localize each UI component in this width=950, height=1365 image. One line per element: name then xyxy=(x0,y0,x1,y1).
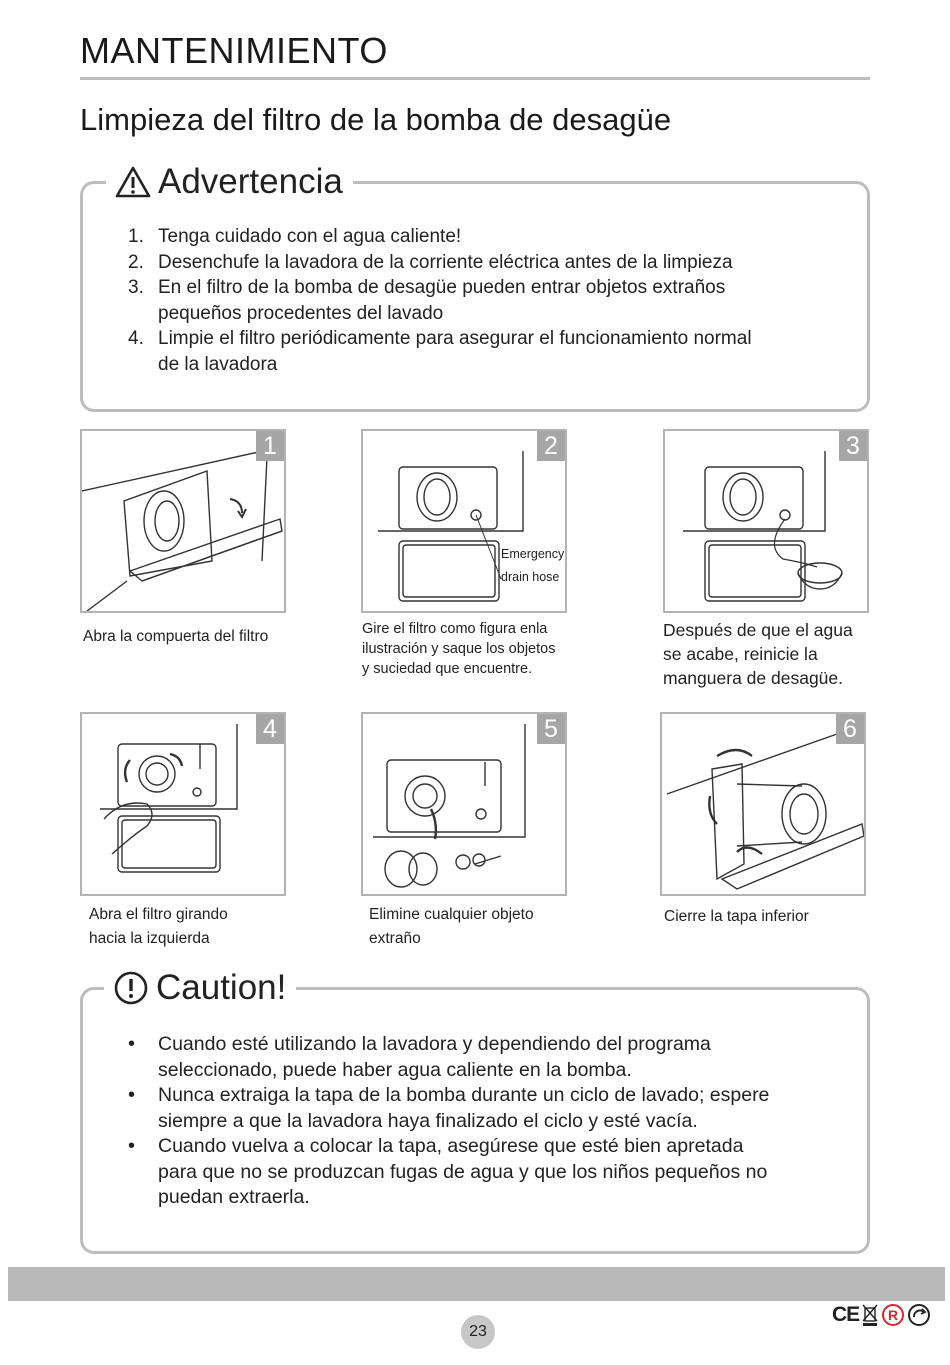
weee-bin-icon xyxy=(861,1303,879,1327)
caution-title: Caution! xyxy=(156,968,287,1007)
section-title: MANTENIMIENTO xyxy=(80,30,388,71)
footer-bar xyxy=(8,1267,945,1301)
step-6-caption: Cierre la tapa inferior xyxy=(664,908,809,925)
caution-list xyxy=(128,1032,858,1211)
step-2-caption: Gire el filtro como figura enla ilustración y saque los objetos y suciedad que encuentre. xyxy=(362,621,556,677)
ce-mark: CE xyxy=(832,1303,860,1326)
warning-item: 4. Limpie el filtro periódicamente para asegurar el funcionamiento normal de la lavadora xyxy=(128,328,752,375)
warning-item: 1. Tenga cuidado con el agua caliente! xyxy=(128,226,462,247)
step-4-caption: Abra el filtro girando hacia la izquierda xyxy=(89,906,228,947)
caution-heading xyxy=(104,966,296,1010)
step-3-illustration xyxy=(663,429,869,613)
warning-item: 2. Desenchufe la lavadora de la corriente eléctrica antes de la limpieza xyxy=(128,251,733,273)
warning-heading xyxy=(106,160,353,204)
page-subtitle: Limpieza del filtro de la bomba de desagüe xyxy=(80,102,672,137)
step-4-illustration xyxy=(80,712,286,896)
step-1-number: 1 xyxy=(256,431,284,461)
step-1-illustration xyxy=(80,429,286,613)
caution-item: • Nunca extraiga la tapa de la bomba durante un ciclo de lavado; espere siempre a que la lavadora haya finalizado el ciclo y esté vacía. xyxy=(128,1083,858,1134)
step-2-number: 2 xyxy=(537,431,565,461)
page-number: 23 xyxy=(461,1315,495,1349)
recycle-icon xyxy=(907,1303,931,1327)
r-certification-icon xyxy=(881,1303,905,1327)
caution-item: • Cuando esté utilizando la lavadora y dependiendo del programa seleccionado, puede haber agua caliente en la bomba. xyxy=(128,1032,858,1083)
step-6-illustration xyxy=(660,712,866,896)
step-5-illustration xyxy=(361,712,567,896)
title-rule xyxy=(80,77,870,80)
emergency-drain-label: Emergency drain hose xyxy=(501,547,565,584)
step-1-caption: Abra la compuerta del filtro xyxy=(83,628,269,645)
caution-item: • Cuando vuelva a colocar la tapa, asegúrese que esté bien apretada para que no se produzcan fugas de agua y que los niños pequeños no puedan extraerla. xyxy=(128,1134,858,1211)
step-3-caption: Después de que el agua se acabe, reinicie la manguera de desagüe. xyxy=(663,620,853,688)
warning-triangle-icon xyxy=(114,165,152,199)
warning-item: 3. En el filtro de la bomba de desagüe pueden entrar objetos extraños pequeños procedentes del lavado xyxy=(128,277,726,324)
certification-marks xyxy=(832,1303,931,1327)
svg-text:R: R xyxy=(888,1307,899,1323)
step-3-number: 3 xyxy=(839,431,867,461)
warning-list xyxy=(128,224,858,377)
exclamation-circle-icon xyxy=(112,969,150,1007)
step-2-illustration xyxy=(361,429,567,613)
step-5-number: 5 xyxy=(537,714,565,744)
step-6-number: 6 xyxy=(836,714,864,744)
step-5-caption: Elimine cualquier objeto extraño xyxy=(369,906,534,947)
warning-title: Advertencia xyxy=(158,162,343,201)
step-4-number: 4 xyxy=(256,714,284,744)
